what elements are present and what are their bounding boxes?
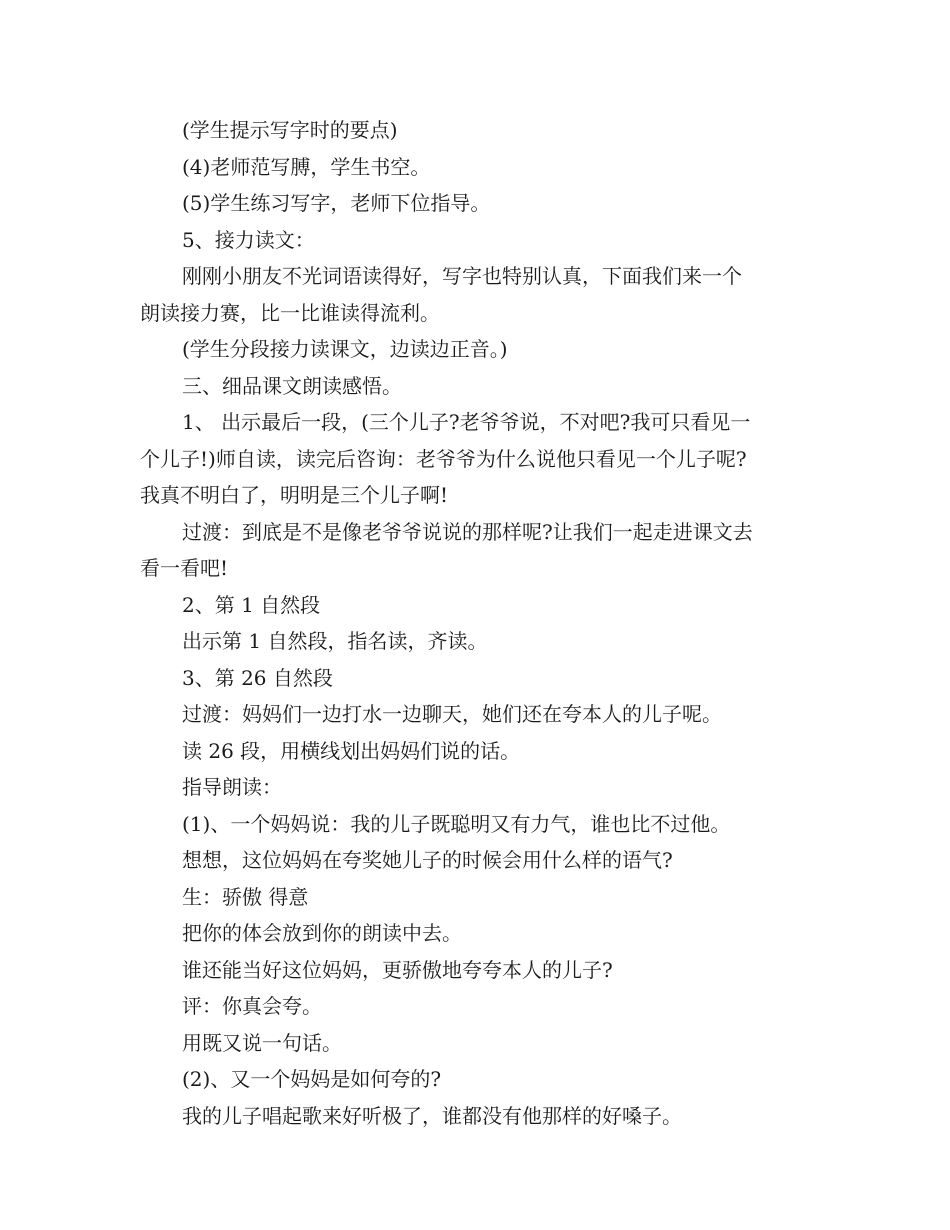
text-line: (5)学生练习写字，老师下位指导。 (182, 191, 491, 215)
text-line: 1、 出示最后一段，(三个儿子?老爷爷说，不对吧?我可只看见一 (182, 410, 751, 434)
text-line: (4)老师范写膊，学生书空。 (182, 154, 431, 179)
text-line: (1)、一个妈妈说：我的儿子既聪明又有力气，谁也比不过他。 (182, 811, 731, 836)
text-line: 生：骄傲 得意 (182, 884, 309, 909)
text-line: 我真不明白了，明明是三个儿子啊! (140, 483, 449, 507)
text-line: 朗读接力赛，比一比谁读得流利。 (140, 300, 440, 325)
text-line: (学生提示写字时的要点) (182, 118, 398, 142)
text-line: 看一看吧! (140, 556, 229, 580)
text-line: 谁还能当好这位妈妈，更骄傲地夸夸本人的儿子? (182, 957, 613, 982)
text-line: 用既又说一句话。 (182, 1030, 342, 1055)
text-line: 评：你真会夸。 (182, 994, 322, 1018)
section-heading: 2、第 1 自然段 (182, 592, 321, 617)
text-line: 过渡：到底是不是像老爷爷说说的那样呢?让我们一起走进课文去 (182, 519, 753, 544)
text-line: (2)、又一个妈妈是如何夸的? (182, 1067, 442, 1091)
text-line: 想想，这位妈妈在夸奖她儿子的时候会用什么样的语气? (182, 848, 673, 872)
text-line: 个儿子!)师自读，读完后咨询：老爷爷为什么说他只看见一个儿子呢? (140, 446, 747, 471)
section-heading: 三、细品课文朗读感悟。 (182, 373, 402, 398)
document-body (140, 112, 820, 1134)
text-line: 我的儿子唱起歌来好听极了，谁都没有他那样的好嗓子。 (182, 1103, 682, 1128)
section-heading: 5、接力读文： (182, 227, 315, 252)
text-line: 指导朗读： (182, 775, 282, 799)
text-line: 把你的体会放到你的朗读中去。 (182, 921, 462, 945)
text-line: 出示第 1 自然段，指名读，齐读。 (182, 629, 488, 653)
text-line: (学生分段接力读课文，边读边正音。) (182, 337, 508, 361)
text-line: 过渡：妈妈们一边打水一边聊天，她们还在夸本人的儿子呢。 (182, 702, 722, 726)
section-heading: 3、第 26 自然段 (182, 665, 333, 690)
text-line: 读 26 段，用横线划出妈妈们说的话。 (182, 738, 521, 763)
text-line: 刚刚小朋友不光词语读得好，写字也特别认真，下面我们来一个 (182, 264, 742, 288)
